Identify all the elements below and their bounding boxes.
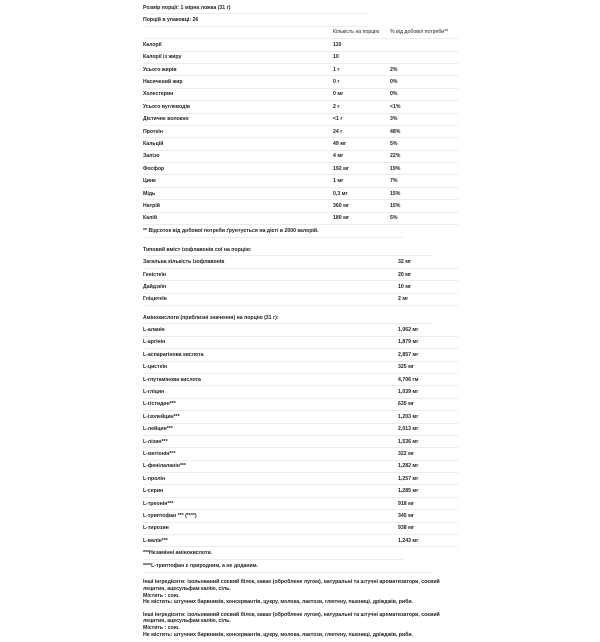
- amino-acid-row: [143, 473, 458, 485]
- amino-acid-name: L-аспарагінова кислота: [143, 351, 204, 358]
- ingredients-section: [143, 579, 458, 638]
- amino-acid-name: L-аргінін: [143, 339, 166, 346]
- amino-acid-name: L-лізин***: [143, 438, 168, 445]
- amino-footnote-essential-text: ***Незамінні амінокислоти.: [143, 550, 213, 557]
- amino-acid-name: L-пролін: [143, 475, 166, 482]
- nutrition-header-row: [143, 27, 458, 39]
- amino-acid-amount: 2,013 мг: [398, 426, 419, 433]
- isoflavone-name: Геністеїн: [143, 271, 167, 278]
- amino-acid-name: L-треонін***: [143, 500, 174, 507]
- isoflavone-amount: 10 мг: [398, 283, 412, 290]
- amino-acid-row: [143, 485, 458, 497]
- amino-acid-name: L-гістидин***: [143, 401, 176, 408]
- amino-acid-amount: 1,039 мг: [398, 389, 419, 396]
- nutrient-daily-value: 5%: [390, 215, 398, 222]
- nutrient-daily-value: 5%: [390, 140, 398, 147]
- nutrient-amount: 10: [333, 54, 339, 61]
- nutrient-daily-value: 19%: [390, 165, 401, 172]
- nutrient-amount: 49 мг: [333, 140, 347, 147]
- amino-acid-row: [143, 436, 458, 448]
- amino-acid-name: L-глутамінова кислота: [143, 376, 201, 383]
- free-of: Не містить: штучних барвників, консервантів, цукру, молока, лактози, глютену, пшениці, дріжджів, риби.: [143, 631, 413, 638]
- amino-acid-amount: 1,257 мг: [398, 475, 419, 482]
- nutrient-amount: 4 мг: [333, 153, 344, 160]
- nutrition-row: [143, 114, 458, 126]
- amino-acid-row: [143, 337, 458, 349]
- nutrient-amount: 1 г: [333, 66, 340, 73]
- nutrient-name: Насичений жир: [143, 79, 183, 86]
- amino-acid-name: L-ізолейцин***: [143, 413, 180, 420]
- amino-acid-amount: 1,879 мг: [398, 339, 419, 346]
- amino-acid-amount: 322 мг: [398, 450, 415, 457]
- amino-acid-amount: 938 мг: [398, 525, 415, 532]
- contains: Містить : сою.: [143, 624, 180, 631]
- amino-acid-row: [143, 448, 458, 460]
- ingredients-block: [143, 579, 463, 605]
- nutrition-row: [143, 39, 458, 51]
- amino-acid-name: L-гліцин: [143, 389, 165, 396]
- amino-acid-amount: 1,203 мг: [398, 413, 419, 420]
- nutrient-amount: 1 мг: [333, 178, 344, 185]
- amino-footnote-tryptophan: [143, 560, 433, 573]
- isoflavone-row: [143, 256, 458, 268]
- nutrition-row: [143, 188, 458, 200]
- nutrient-name: Калорії: [143, 41, 162, 48]
- isoflavones-title-text: Типовий вміст ізофлавонів сої на порцію:: [143, 246, 252, 253]
- nutrient-name: Калорії із жиру: [143, 54, 182, 61]
- isoflavones-title: [143, 244, 433, 256]
- nutrition-table: [143, 39, 458, 225]
- contains: Містить : сою.: [143, 592, 180, 599]
- nutrient-amount: 0 г: [333, 79, 340, 86]
- servings-per-container-text: Порцій в упаковці: 26: [143, 17, 199, 24]
- nutrient-daily-value: 7%: [390, 178, 398, 185]
- amino-acids-title-text: Амінокислоти (приблизні значення) на порцію (31 г):: [143, 314, 279, 321]
- nutrient-name: Мідь: [143, 190, 156, 197]
- nutrient-daily-value: 2%: [390, 66, 398, 73]
- amino-acid-amount: 1,062 мг: [398, 327, 419, 334]
- amino-acid-row: [143, 535, 458, 547]
- nutrient-daily-value: <1%: [390, 103, 401, 110]
- nutrient-daily-value: 15%: [390, 190, 401, 197]
- nutrient-amount: 24 г: [333, 128, 343, 135]
- amino-acid-amount: 1,285 мг: [398, 488, 419, 495]
- free-of: Не містить: штучних барвників, консервантів, цукру, молока, лактози, глютену, пшениці, дріжджів, риби.: [143, 599, 413, 606]
- nutrient-amount: 192 мг: [333, 165, 350, 172]
- amino-footnote-tryptophan-text: ****L-триптофан є природним, а не доданим.: [143, 563, 259, 570]
- amino-acid-name: L-тирозин: [143, 525, 169, 532]
- amino-acid-name: L-триптофан *** (****): [143, 512, 197, 519]
- nutrition-row: [143, 52, 458, 64]
- nutrition-row: [143, 126, 458, 138]
- amino-acid-amount: 635 мг: [398, 401, 415, 408]
- amino-acid-row: [143, 411, 458, 423]
- serving-size: [143, 2, 368, 14]
- nutrition-row: [143, 64, 458, 76]
- nutrient-daily-value: 22%: [390, 153, 401, 160]
- isoflavone-name: Гліцитеїн: [143, 296, 167, 303]
- nutrient-name: Фосфор: [143, 165, 165, 172]
- nutrient-name: Цинк: [143, 178, 156, 185]
- amino-footnote-essential: [143, 547, 403, 560]
- isoflavone-amount: 20 мг: [398, 271, 412, 278]
- nutrient-name: Протеїн: [143, 128, 163, 135]
- ingredients-paragraph: [143, 579, 463, 605]
- ingredients-paragraph: [143, 612, 463, 638]
- nutrient-amount: 0,3 мг: [333, 190, 348, 197]
- nutrient-amount: 110: [333, 41, 342, 48]
- nutrition-row: [143, 138, 458, 150]
- amino-acid-name: L-фенілаланін***: [143, 463, 186, 470]
- nutrition-footnote-text: ** Відсоток від добової потреби ґрунтується на дієті в 2000 калорій.: [143, 228, 319, 235]
- amino-acid-row: [143, 498, 458, 510]
- isoflavone-row: [143, 281, 458, 293]
- amino-acid-amount: 4,706 гм: [398, 376, 419, 383]
- nutrient-amount: 360 мг: [333, 202, 350, 209]
- amino-acid-name: L-серин: [143, 488, 164, 495]
- amino-acid-row: [143, 362, 458, 374]
- amino-acid-amount: 2,857 мг: [398, 351, 419, 358]
- nutrition-row: [143, 89, 458, 101]
- nutrient-name: Кальцій: [143, 140, 164, 147]
- amino-acid-amount: 1,243 мг: [398, 537, 419, 544]
- nutrient-daily-value: 48%: [390, 128, 401, 135]
- nutrition-footnote: [143, 225, 403, 238]
- nutrient-name: Дієтичне волокно: [143, 116, 189, 123]
- amino-acids-table: [143, 324, 458, 547]
- amino-acid-row: [143, 523, 458, 535]
- nutrient-daily-value: 0%: [390, 79, 398, 86]
- amino-acid-row: [143, 461, 458, 473]
- nutrient-amount: <1 г: [333, 116, 343, 123]
- amino-acids-title: [143, 312, 433, 324]
- nutrition-row: [143, 151, 458, 163]
- nutrition-row: [143, 175, 458, 187]
- amino-acid-name: L-метіонін***: [143, 450, 176, 457]
- amino-acid-row: [143, 386, 458, 398]
- amino-acid-row: [143, 374, 458, 386]
- isoflavones-table: [143, 256, 458, 306]
- nutrition-row: [143, 76, 458, 88]
- amino-acid-name: L-лейцин***: [143, 426, 173, 433]
- nutrient-daily-value: 3%: [390, 116, 398, 123]
- isoflavone-name: Дайдзеїн: [143, 283, 167, 290]
- other-ingredients: Інші інгредієнти: ізольований соєвий білок, какао (оброблене лугом), натуральні та штучні ароматизатори, соєвий лецитин, ацесульфам калію, сіль.: [143, 611, 440, 625]
- amino-acid-row: [143, 510, 458, 522]
- other-ingredients: Інші інгредієнти: ізольований соєвий білок, какао (оброблене лугом), натуральні та штучні ароматизатори, соєвий лецитин, ацесульфам калію, сіль.: [143, 579, 440, 592]
- isoflavone-amount: 32 мг: [398, 259, 412, 266]
- nutrient-name: Холестерин: [143, 91, 174, 98]
- nutrient-amount: 2 г: [333, 103, 340, 110]
- amino-acid-row: [143, 324, 458, 336]
- amino-acid-amount: 325 мг: [398, 364, 415, 371]
- nutrient-name: Калій: [143, 215, 158, 222]
- nutrient-amount: 180 мг: [333, 215, 350, 222]
- nutrient-daily-value: 0%: [390, 91, 398, 98]
- amino-acid-amount: 345 мг: [398, 512, 415, 519]
- nutrient-name: Усього вуглеводів: [143, 103, 191, 110]
- nutrition-row: [143, 163, 458, 175]
- amino-acid-row: [143, 424, 458, 436]
- nutrition-header-dv: % від добової потреби**: [390, 29, 449, 36]
- nutrient-name: Залізо: [143, 153, 160, 160]
- nutrient-name: Натрій: [143, 202, 160, 209]
- isoflavone-name: Загальна кількість ізофлавонів: [143, 259, 225, 266]
- amino-acid-name: L-цистеїн: [143, 364, 168, 371]
- nutrition-row: [143, 101, 458, 113]
- isoflavone-row: [143, 269, 458, 281]
- amino-acid-name: L-валін***: [143, 537, 168, 544]
- nutrient-daily-value: 15%: [390, 202, 401, 209]
- nutrition-row: [143, 213, 458, 225]
- amino-acid-amount: 1,282 мг: [398, 463, 419, 470]
- nutrition-row: [143, 200, 458, 212]
- isoflavone-row: [143, 294, 458, 306]
- isoflavone-amount: 2 мг: [398, 296, 409, 303]
- amino-acid-amount: 918 мг: [398, 500, 415, 507]
- amino-acid-row: [143, 399, 458, 411]
- amino-acid-row: [143, 349, 458, 361]
- amino-acid-amount: 1,536 мг: [398, 438, 419, 445]
- nutrition-header-amount: Кількість на порцію: [333, 29, 380, 36]
- amino-acid-name: L-аланін: [143, 327, 165, 334]
- supplement-facts: [143, 2, 458, 642]
- servings-per-container: [143, 14, 368, 26]
- ingredients-block: [143, 612, 463, 638]
- nutrient-name: Усього жирів: [143, 66, 177, 73]
- nutrient-amount: 0 мг: [333, 91, 344, 98]
- serving-size-text: Розмір порції: 1 мірна ложка (31 г): [143, 4, 231, 11]
